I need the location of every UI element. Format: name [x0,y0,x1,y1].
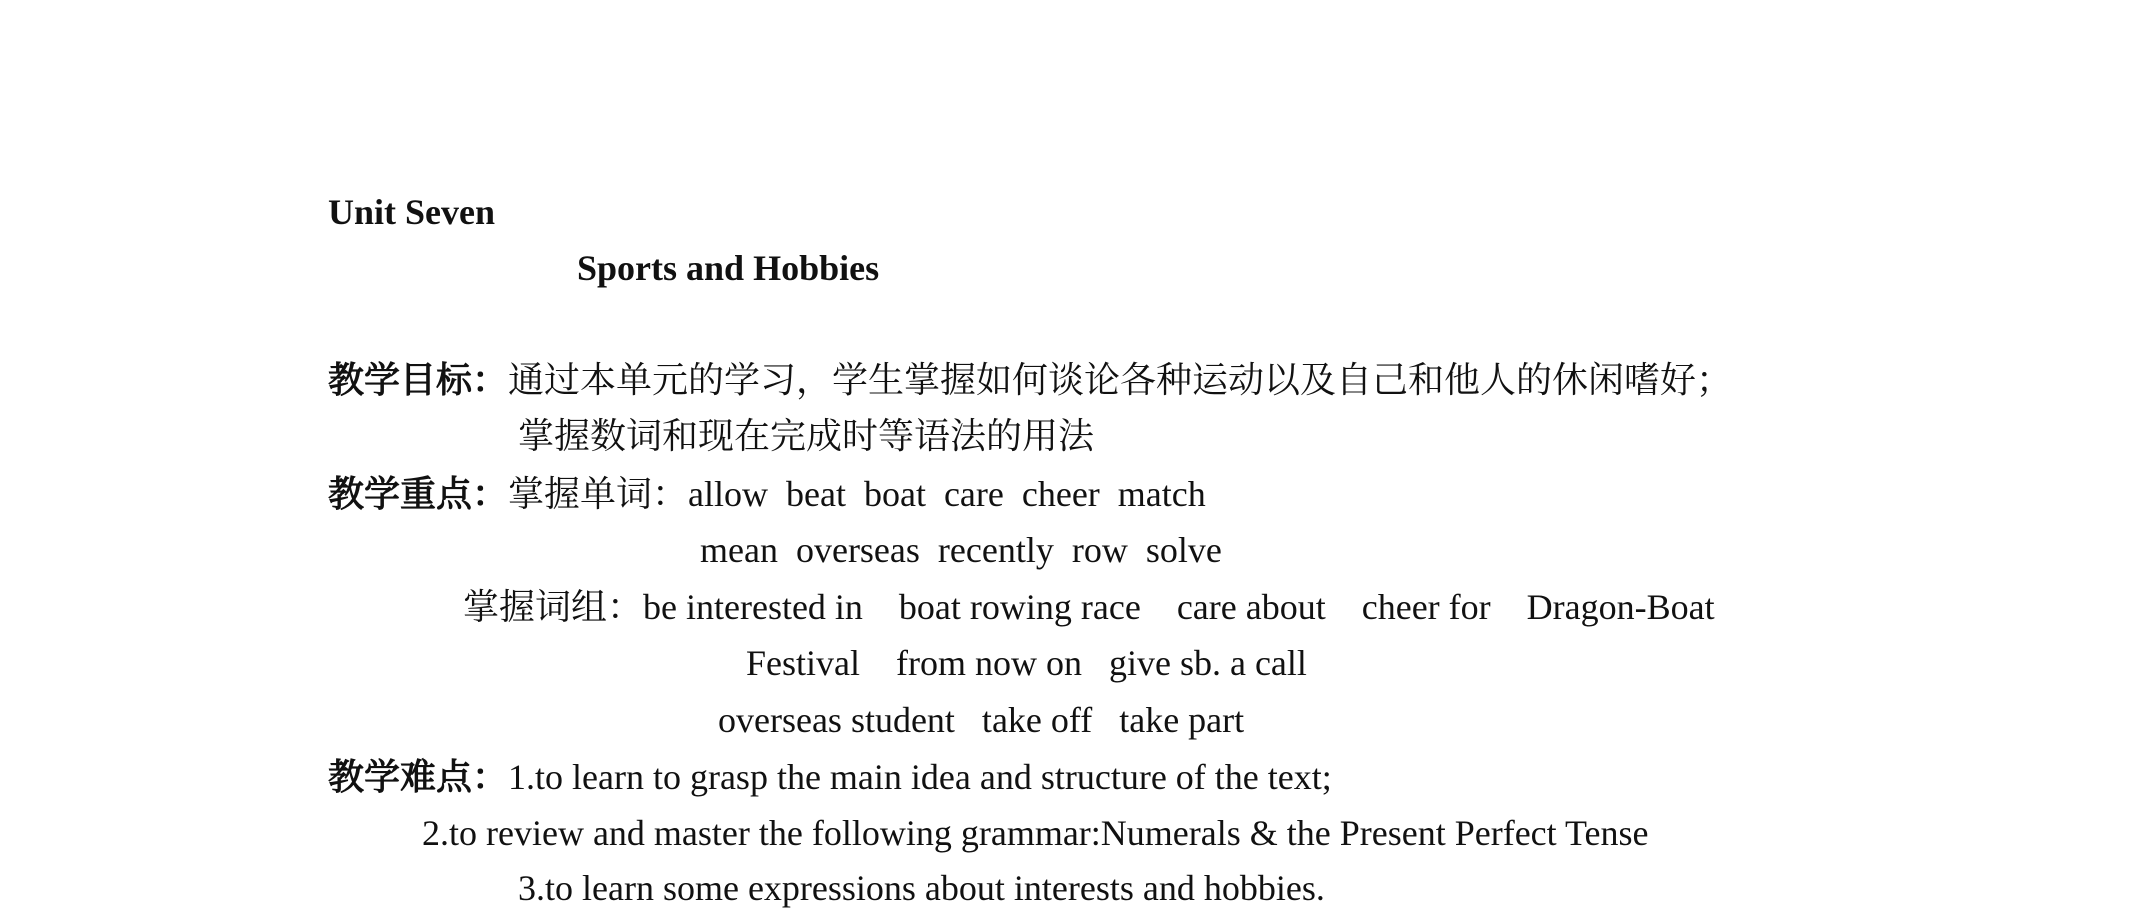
words-label: 掌握单词： [508,474,689,514]
objectives-line-1 [328,358,1732,402]
words-line-2: mean overseas recently row solve [700,530,1222,570]
phrases-line-3: overseas student take off take part [718,700,1245,740]
lesson-title: Sports and Hobbies [577,248,880,288]
difficulty-item-3: 3.to learn some expressions about interests and hobbies. [518,868,1325,908]
phrases-line-2: Festival from now on give sb. a call [746,643,1307,683]
difficulties-line-1 [328,755,1332,799]
objectives-label: 教学目标： [328,360,509,400]
difficulty-item-1: 1.to learn to grasp the main idea and structure of the text; [508,757,1332,797]
unit-heading: Unit Seven [328,192,496,232]
objectives-text-1: 通过本单元的学习，学生掌握如何谈论各种运动以及自己和他人的休闲嗜好； [508,360,1733,400]
phrases-line-1 [463,585,1715,629]
key-points-label: 教学重点： [328,474,509,514]
difficulty-item-2: 2.to review and master the following grammar:Numerals & the Present Perfect Tense [422,813,1649,853]
objectives-text-2: 掌握数词和现在完成时等语法的用法 [518,416,1095,456]
phrases-text-1: be interested in boat rowing race care about cheer for Dragon-Boat [643,587,1715,627]
key-points-line-1 [328,472,1206,516]
words-line-1: allow beat boat care cheer match [688,474,1206,514]
phrases-label: 掌握词组： [463,587,644,627]
difficulties-label: 教学难点： [328,757,509,797]
